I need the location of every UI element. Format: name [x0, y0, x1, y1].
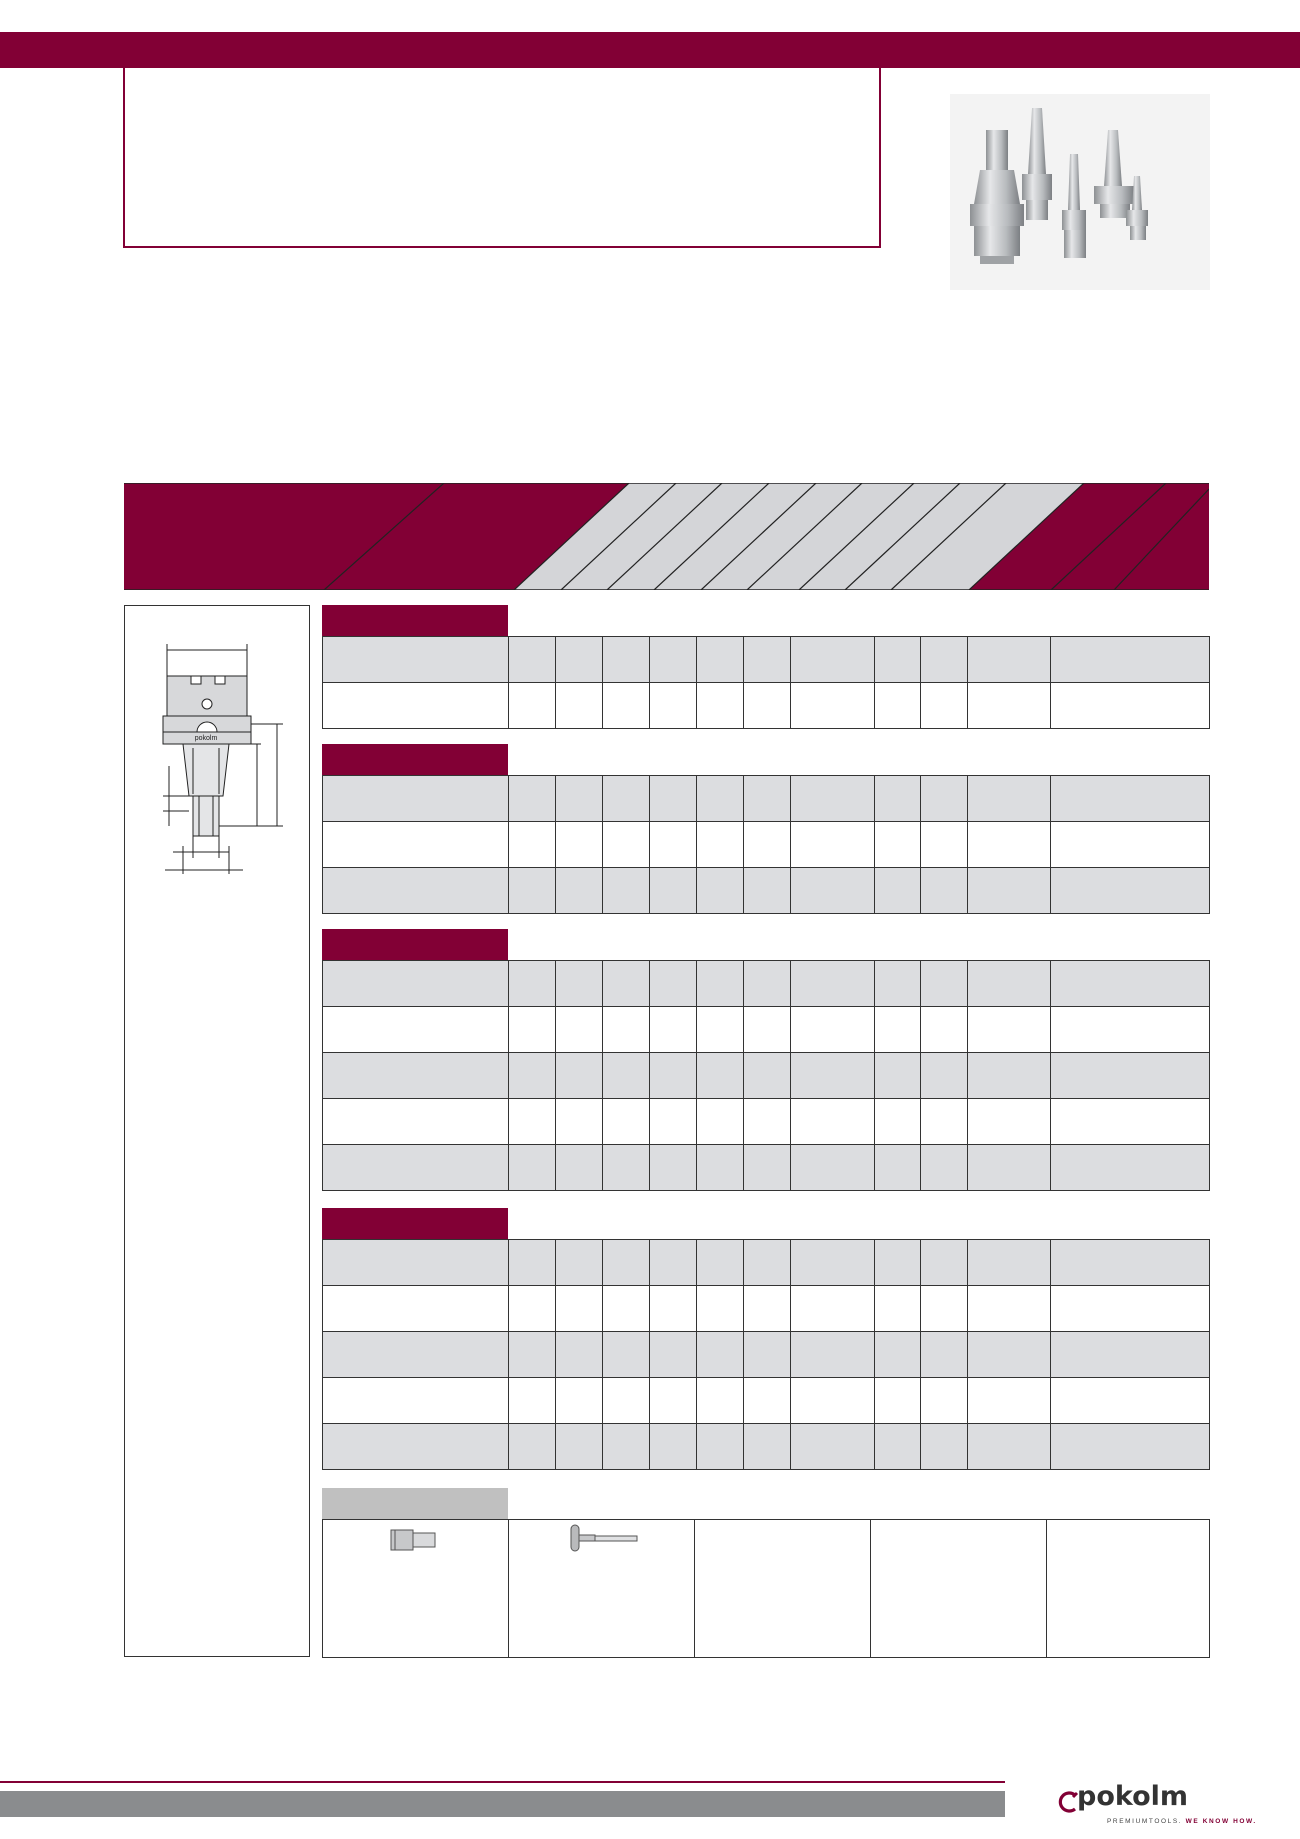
t-handle-key-icon: [509, 1520, 695, 1560]
table-row: [323, 1332, 1210, 1378]
footer-rule: [0, 1781, 1005, 1783]
screw-icon: [323, 1520, 509, 1560]
spec-table-1: [322, 636, 1210, 729]
accessory-key: [509, 1520, 695, 1658]
title-box: [123, 68, 881, 248]
logo-tagline-a: PREMIUMTOOLS.: [1107, 1818, 1183, 1825]
accessory-cell: [1047, 1520, 1210, 1658]
accessories-table: [322, 1519, 1210, 1658]
table-row: [323, 1424, 1210, 1470]
drawing-panel: [124, 605, 310, 1657]
table-row: [323, 1286, 1210, 1332]
accessory-cell: [695, 1520, 871, 1658]
spec-table-2: [322, 775, 1210, 914]
table-row: [323, 637, 1210, 683]
accessory-cell: [871, 1520, 1047, 1658]
footer-bar: [0, 1791, 1005, 1817]
accessories-header: [322, 1488, 508, 1519]
table-row: [323, 868, 1210, 914]
product-image: [950, 94, 1210, 290]
spec-table-3: [322, 960, 1210, 1191]
table-row: [323, 1145, 1210, 1191]
table-row: [323, 776, 1210, 822]
table-row: [323, 683, 1210, 729]
logo-wordmark: pokolm: [1077, 1781, 1189, 1812]
table-row: [323, 1053, 1210, 1099]
spec-table-4: [322, 1239, 1210, 1470]
table-row: [323, 1099, 1210, 1145]
accessory-screw: [323, 1520, 509, 1658]
table-row: [323, 961, 1210, 1007]
tool-holder-drawing: [153, 636, 293, 876]
section-header-2: [322, 744, 508, 775]
header-bar: [0, 32, 1300, 68]
table-row: [323, 822, 1210, 868]
table-row: [323, 1240, 1210, 1286]
table-banner: [124, 483, 1209, 590]
section-header-3: [322, 929, 508, 960]
logo-tagline: [1107, 1818, 1257, 1825]
shank-stamp: pokolm: [194, 735, 218, 742]
logo-tagline-b: WE KNOW HOW.: [1185, 1818, 1257, 1825]
section-header-1: [322, 605, 508, 636]
table-row: [323, 1007, 1210, 1053]
table-row: [323, 1378, 1210, 1424]
section-header-4: [322, 1208, 508, 1239]
